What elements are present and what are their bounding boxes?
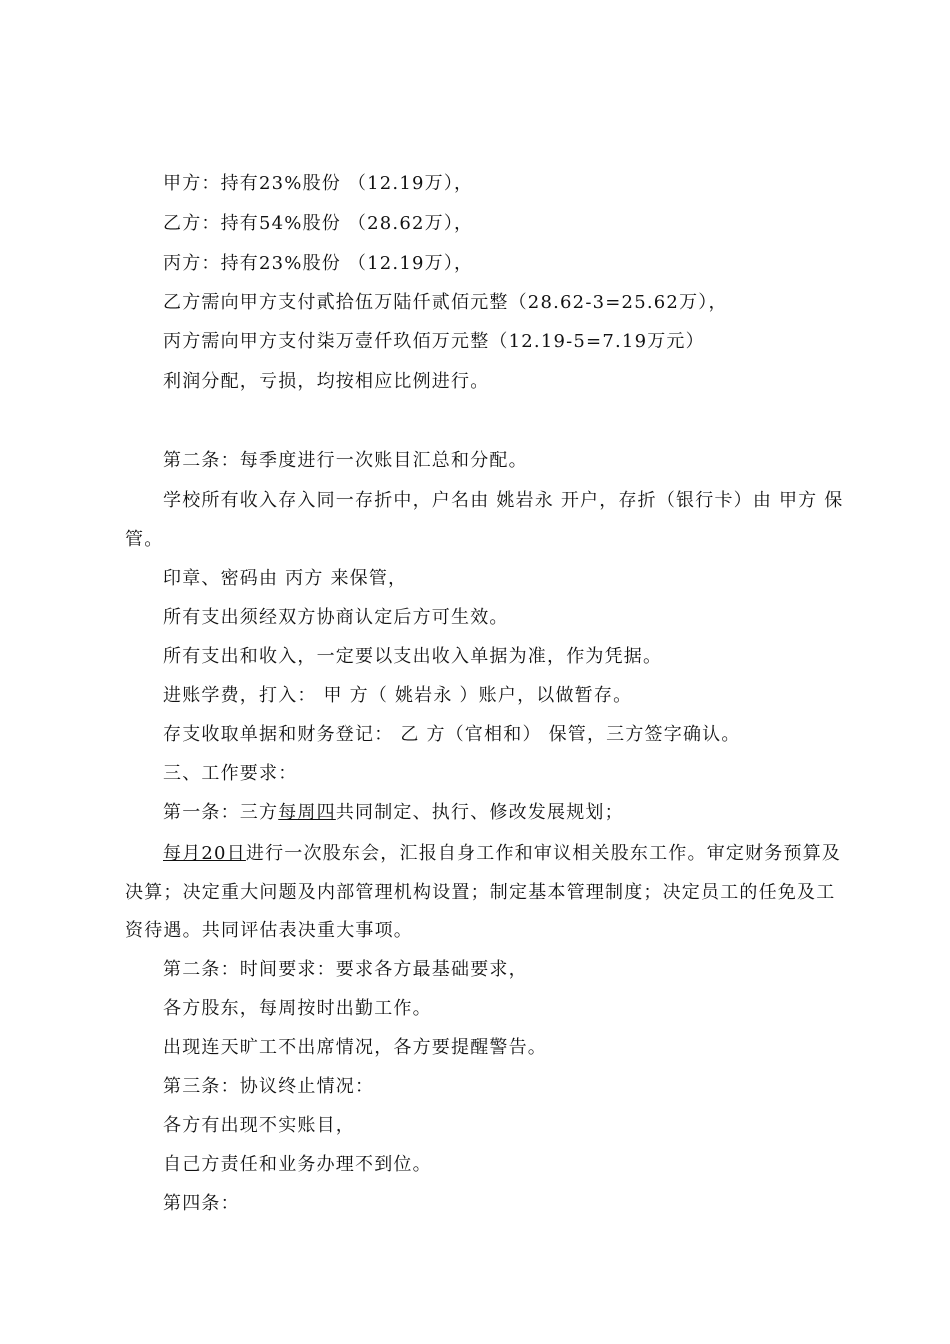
bank-account-paragraph: 学校所有收入存入同一存折中，户名由 姚岩永 开户，存折（银行卡）由 甲方 保管。	[125, 490, 844, 550]
share-line-yi: 乙方：持有54%股份 （28.62万），	[163, 213, 474, 234]
share-line-bing: 丙方：持有23%股份 （12.19万），	[163, 253, 474, 274]
absence-line: 出现连天旷工不出席情况，各方要提醒警告。	[163, 1037, 547, 1058]
section-3-heading: 三、工作要求：	[163, 763, 298, 784]
meeting-text: 进行一次股东会，汇报自身工作和审议相关股东工作。审定财务预算及决算；决定重大问题及内部管理机构设置；制定基本管理制度；决定员工的任免及工资待遇。共同评估表决重大事项。	[125, 843, 842, 941]
article-1-line	[163, 801, 624, 825]
tuition-line: 进账学费，打入： 甲 方（ 姚岩永 ）账户，以做暂存。	[163, 685, 633, 706]
expense-consult-line: 所有支出须经双方协商认定后方可生效。	[163, 607, 509, 628]
false-accounts-line: 各方有出现不实账目，	[163, 1115, 355, 1136]
payment-bing-line: 丙方需向甲方支付柒万壹仟玖佰万元整（12.19-5=7.19万元）	[163, 331, 705, 352]
article-2-title: 第二条：每季度进行一次账目汇总和分配。	[163, 450, 528, 471]
duty-line: 自己方责任和业务办理不到位。	[163, 1154, 432, 1175]
profit-line: 利润分配，亏损，均按相应比例进行。	[163, 371, 490, 392]
meeting-paragraph	[125, 835, 845, 951]
payment-yi-line: 乙方需向甲方支付貳拾伍万陆仟贰佰元整（28.62-3=25.62万），	[163, 292, 728, 313]
seal-line: 印章、密码由 丙方 来保管，	[163, 568, 408, 589]
meeting-underlined: 每月20日	[163, 843, 246, 864]
article-4-title: 第四条：	[163, 1193, 240, 1214]
share-line-jia: 甲方：持有23%股份 （12.19万），	[163, 173, 474, 194]
article-3-title: 第三条：协议终止情况：	[163, 1076, 375, 1097]
article-1-underlined: 每周四	[278, 802, 336, 823]
article-1-suffix: 共同制定、执行、修改发展规划；	[335, 802, 624, 823]
attendance-line: 各方股东，每周按时出勤工作。	[163, 998, 432, 1019]
receipts-line: 所有支出和收入，一定要以支出收入单据为准，作为凭据。	[163, 646, 663, 667]
records-line: 存支收取单据和财务登记： 乙 方（官相和） 保管，三方签字确认。	[163, 724, 741, 745]
article-1-prefix: 第一条：三方	[163, 802, 279, 823]
article-2-time-line: 第二条：时间要求：要求各方最基础要求，	[163, 959, 528, 980]
